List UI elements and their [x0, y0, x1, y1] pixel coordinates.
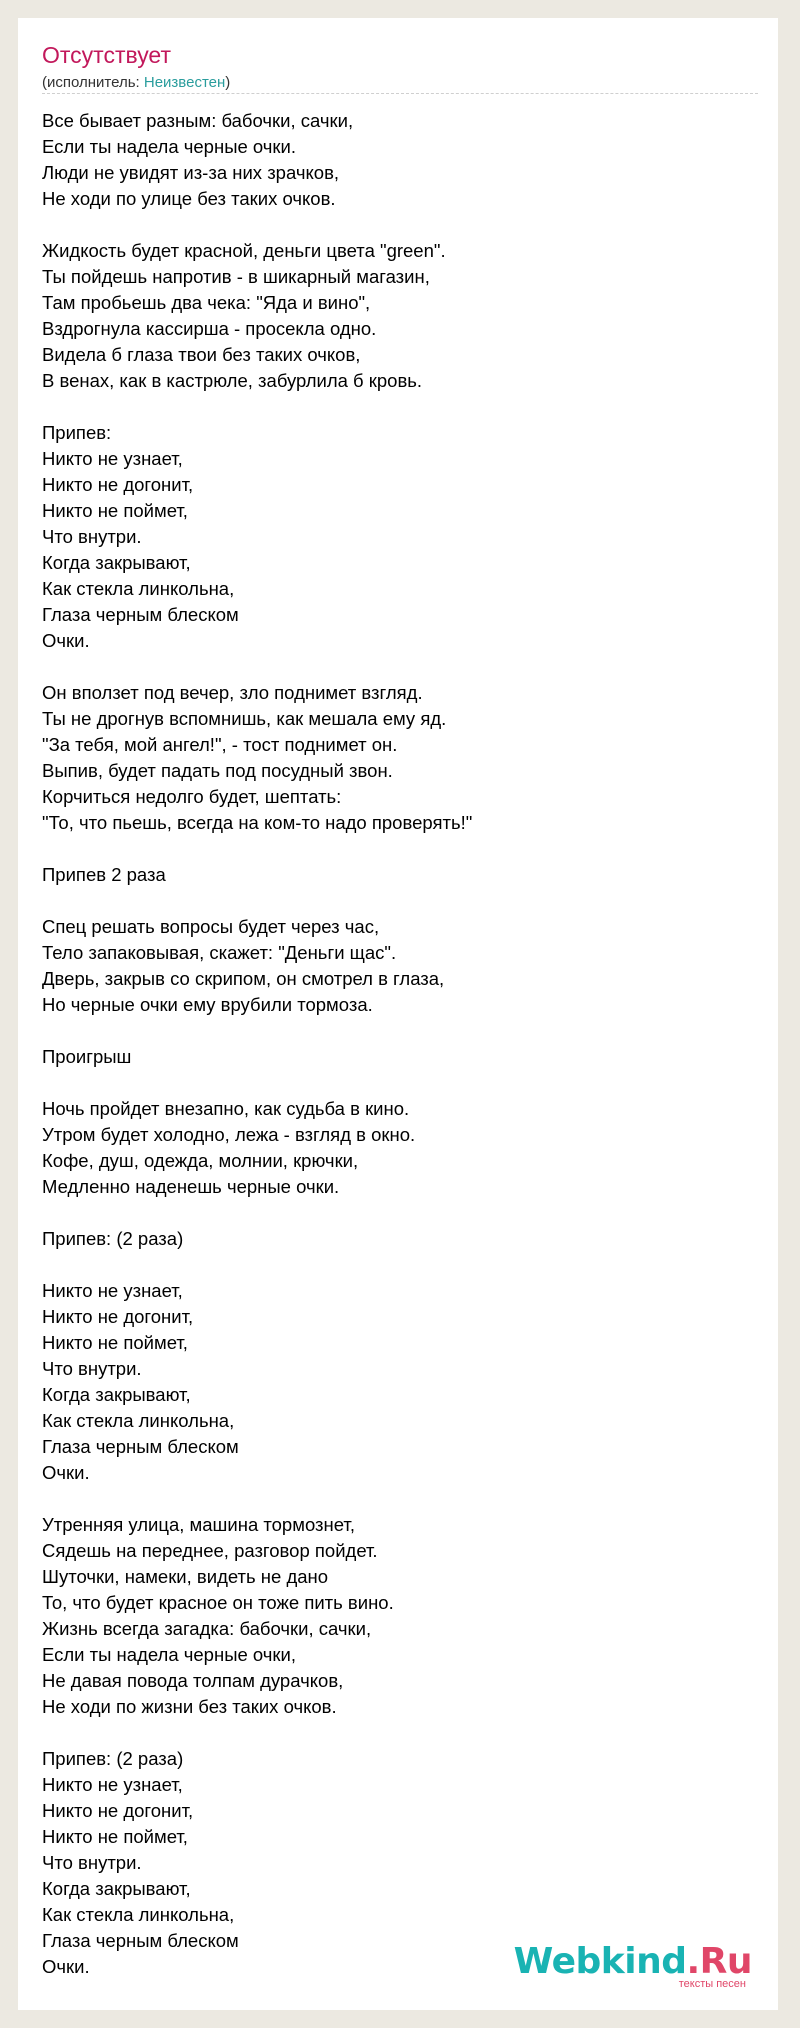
lyric-line: Там пробьешь два чека: "Яда и вино", — [42, 292, 371, 313]
logo-tld: .Ru — [686, 1941, 752, 1982]
lyric-line: Ты не дрогнув вспомнишь, как мешала ему яд. — [42, 708, 447, 729]
lyric-line: Не ходи по улице без таких очков. — [42, 188, 336, 209]
lyric-line: Очки. — [42, 630, 90, 651]
lyric-line: Глаза черным блеском — [42, 604, 239, 625]
lyric-line: Никто не догонит, — [42, 474, 194, 495]
lyric-line: Когда закрывают, — [42, 552, 191, 573]
lyric-line: Что внутри. — [42, 1358, 142, 1379]
artist-link[interactable]: Неизвестен — [143, 74, 226, 91]
lyric-line: Ты пойдешь напротив - в шикарный магазин, — [42, 266, 430, 287]
lyric-line: Очки. — [42, 1956, 90, 1977]
lyric-line: Он вползет под вечер, зло поднимет взгляд. — [42, 682, 423, 703]
artist-suffix: ) — [225, 74, 231, 91]
lyric-line: Припев: — [42, 422, 112, 443]
lyric-line: Как стекла линкольна, — [42, 1904, 235, 1925]
lyric-line: Утром будет холодно, лежа - взгляд в окно. — [42, 1124, 416, 1145]
lyric-line: Кофе, душ, одежда, молнии, крючки, — [42, 1150, 359, 1171]
blank-line — [42, 836, 472, 862]
blank-line — [42, 1720, 472, 1746]
lyric-line: Глаза черным блеском — [42, 1930, 239, 1951]
lyric-line: Никто не узнает, — [42, 1280, 183, 1301]
logo-name: Webkind — [513, 1941, 687, 1982]
header-divider — [42, 93, 758, 94]
lyric-line: Жидкость будет красной, деньги цвета "green". — [42, 240, 446, 261]
lyric-line: Но черные очки ему врубили тормоза. — [42, 994, 373, 1015]
song-title: Отсутствует — [42, 42, 171, 68]
blank-line — [42, 1200, 472, 1226]
lyric-line: Когда закрывают, — [42, 1384, 191, 1405]
blank-line — [42, 1486, 472, 1512]
lyric-line: Припев: (2 раза) — [42, 1748, 184, 1769]
blank-line — [42, 1070, 472, 1096]
logo-tagline: тексты песен — [678, 1978, 746, 1990]
lyric-line: Выпив, будет падать под посудный звон. — [42, 760, 393, 781]
lyric-line: Все бывает разным: бабочки, сачки, — [42, 110, 354, 131]
lyric-line: Корчиться недолго будет, шептать: — [42, 786, 342, 807]
lyric-line: Не давая повода толпам дурачков, — [42, 1670, 344, 1691]
lyric-line: Ночь пройдет внезапно, как судьба в кино. — [42, 1098, 410, 1119]
lyric-line: Никто не узнает, — [42, 448, 183, 469]
lyric-line: Припев: (2 раза) — [42, 1228, 184, 1249]
lyric-line: Шуточки, намеки, видеть не дано — [42, 1566, 329, 1587]
lyric-line: Люди не увидят из-за них зрачков, — [42, 162, 340, 183]
lyric-line: Спец решать вопросы будет через час, — [42, 916, 380, 937]
lyric-line: То, что будет красное он тоже пить вино. — [42, 1592, 394, 1613]
lyric-line: Проигрыш — [42, 1046, 132, 1067]
lyric-line: Сядешь на переднее, разговор пойдет. — [42, 1540, 378, 1561]
lyric-line: Что внутри. — [42, 526, 142, 547]
lyric-line: Если ты надела черные очки. — [42, 136, 297, 157]
lyric-line: Если ты надела черные очки, — [42, 1644, 297, 1665]
lyric-line: Как стекла линкольна, — [42, 1410, 235, 1431]
lyric-line: "То, что пьешь, всегда на ком-то надо проверять!" — [42, 812, 473, 833]
artist-prefix: (исполнитель: — [42, 74, 144, 91]
lyric-line: Никто не догонит, — [42, 1306, 194, 1327]
lyric-line: Дверь, закрыв со скрипом, он смотрел в глаза, — [42, 968, 445, 989]
lyric-line: Не ходи по жизни без таких очков. — [42, 1696, 337, 1717]
lyric-line: Очки. — [42, 1462, 90, 1483]
lyric-line: Жизнь всегда загадка: бабочки, сачки, — [42, 1618, 372, 1639]
webkind-logo[interactable] — [513, 1941, 752, 1990]
blank-line — [42, 1018, 472, 1044]
lyric-line: Никто не догонит, — [42, 1800, 194, 1821]
lyric-line: Видела б глаза твои без таких очков, — [42, 344, 361, 365]
logo-wordmark — [513, 1941, 752, 1982]
lyric-line: Вздрогнула кассирша - просекла одно. — [42, 318, 377, 339]
lyric-line: В венах, как в кастрюле, забурлила б кровь. — [42, 370, 423, 391]
lyrics-text — [42, 108, 472, 1980]
lyric-line: Припев 2 раза — [42, 864, 166, 885]
lyric-line: Как стекла линкольна, — [42, 578, 235, 599]
lyric-line: Глаза черным блеском — [42, 1436, 239, 1457]
lyric-line: Утренняя улица, машина тормознет, — [42, 1514, 355, 1535]
blank-line — [42, 654, 472, 680]
lyric-line: Никто не узнает, — [42, 1774, 183, 1795]
lyric-line: Когда закрывают, — [42, 1878, 191, 1899]
lyrics-card — [18, 18, 778, 2010]
lyric-line: Тело запаковывая, скажет: "Деньги щас". — [42, 942, 397, 963]
blank-line — [42, 888, 472, 914]
lyric-line: Медленно наденешь черные очки. — [42, 1176, 340, 1197]
lyric-line: Никто не поймет, — [42, 1332, 188, 1353]
blank-line — [42, 1252, 472, 1278]
lyric-line: Никто не поймет, — [42, 1826, 188, 1847]
artist-line — [42, 74, 230, 91]
lyric-line: "За тебя, мой ангел!", - тост поднимет он. — [42, 734, 398, 755]
lyric-line: Никто не поймет, — [42, 500, 188, 521]
blank-line — [42, 212, 472, 238]
lyric-line: Что внутри. — [42, 1852, 142, 1873]
blank-line — [42, 394, 472, 420]
